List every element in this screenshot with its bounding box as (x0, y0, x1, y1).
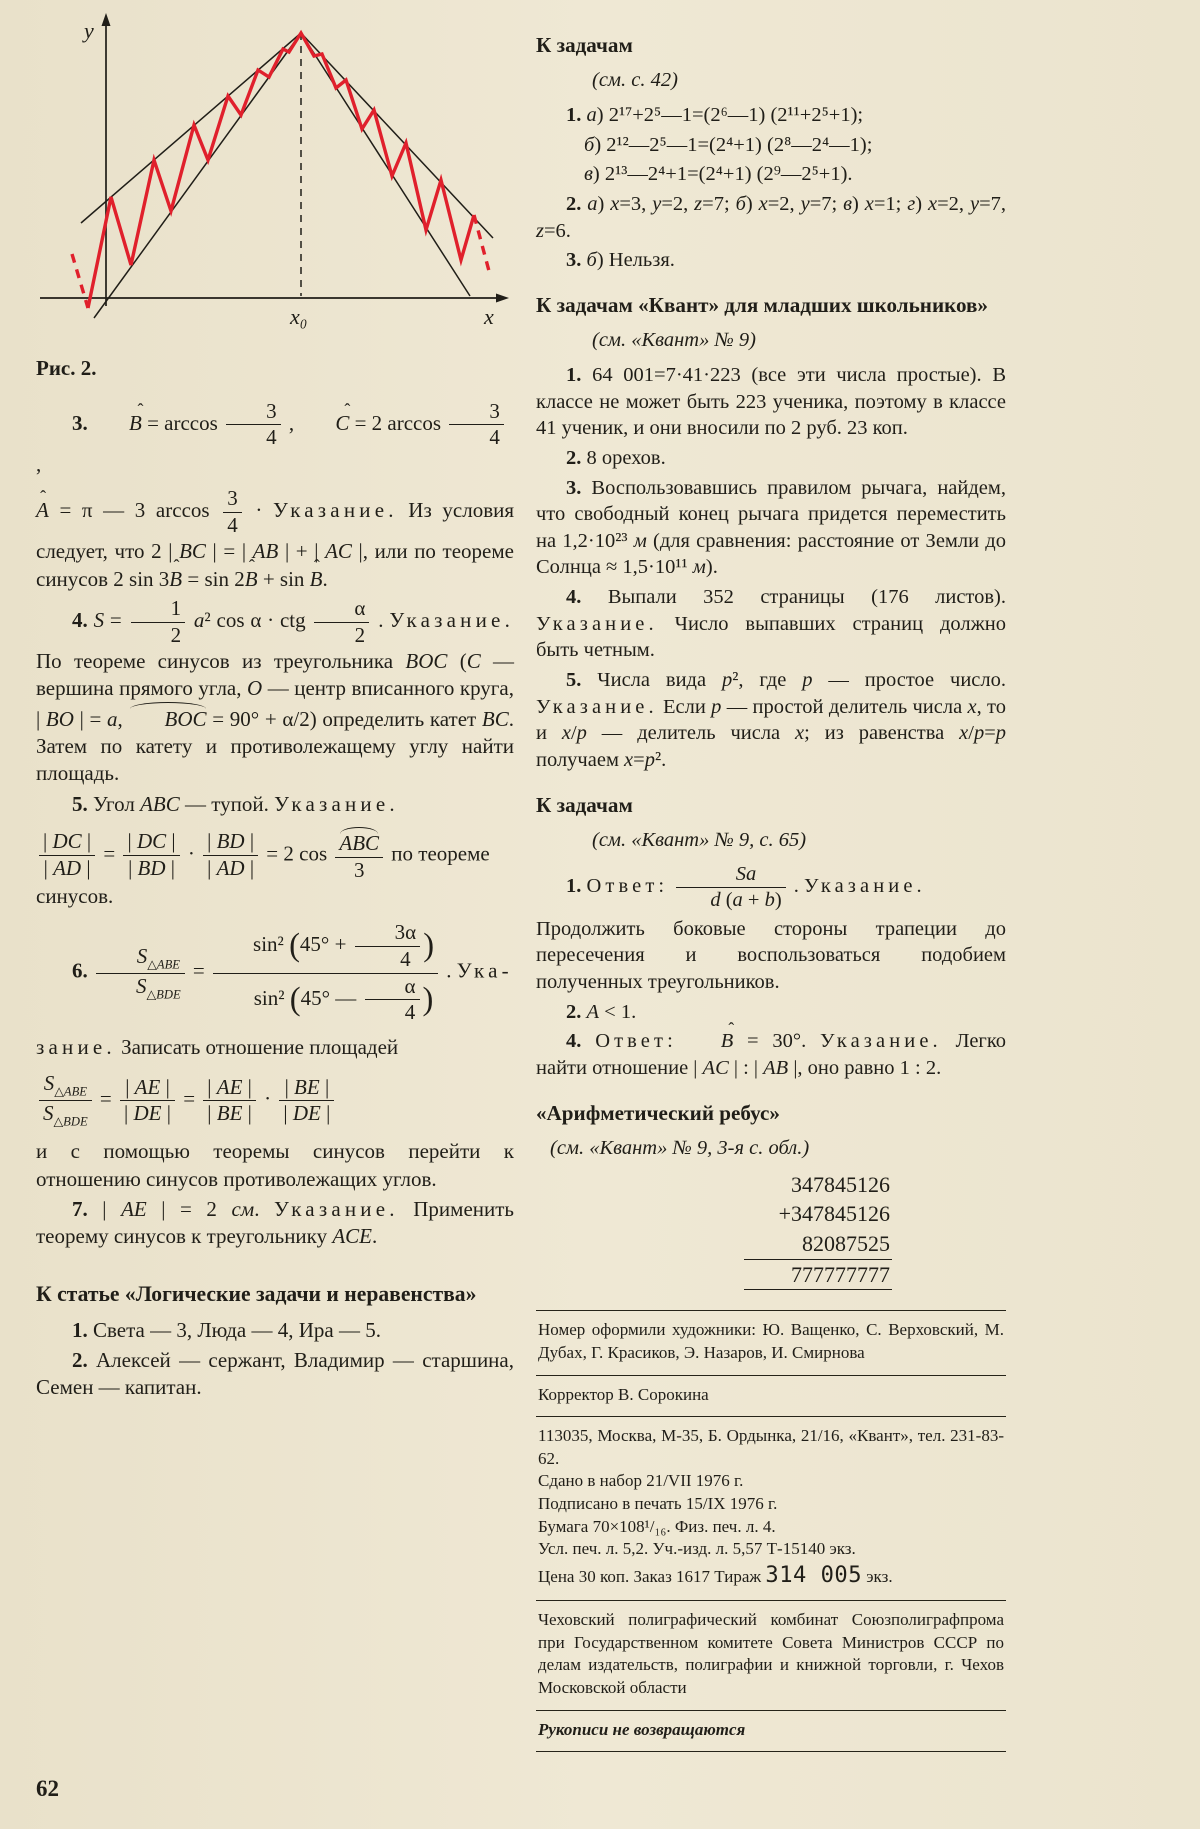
fraction-denominator (39, 1100, 92, 1130)
fraction-denominator: sin² (45° — $\frac{\alpha}{4}$ ) (213, 973, 438, 1026)
see-ref-4: (см. «Квант» № 9, 3-я с. обл.) (550, 1136, 810, 1159)
text-span: Рукописи не возвращаются (538, 1719, 746, 1739)
item-6-formula-2: $\frac{S_{\triangle ABE}}{S_{\triangle BDE}}$ = $\frac{| AE |}{| DE |}$ = $\frac{| AE |}{| BE |}$ · $\frac{| BE |}{| DE |}$ (36, 1071, 514, 1130)
text-span: DE (133, 1101, 162, 1126)
fraction (226, 399, 281, 451)
text-span: p (721, 669, 733, 692)
text-span: Указание. (274, 791, 399, 816)
text-span: d (710, 888, 721, 911)
text-span: Ука- (456, 958, 513, 983)
fraction-numerator: | BE | (284, 1074, 330, 1099)
colophon-line: Бумага 70×108¹/₁₆. Физ. печ. л. 4. (538, 1516, 776, 1536)
text-span: DC (136, 829, 167, 854)
text-span: BC (179, 539, 206, 564)
fraction (449, 399, 504, 451)
rebus-sum (744, 1170, 892, 1291)
fraction-numerator: | BD | (207, 829, 255, 854)
fraction (223, 486, 242, 538)
text-span: BOC (405, 649, 448, 674)
item-6-text-2: и с помощью теоремы синусов перейти к отношению синусов противолежащих углов. (36, 1139, 514, 1191)
text-span: p (576, 722, 587, 745)
heading-k-zadacham-1: К задачам (536, 33, 633, 57)
text-span: x (795, 722, 805, 745)
colophon-line (538, 1719, 1004, 1742)
fraction-denominator: 2 (131, 622, 186, 649)
red-curve-dashed-start (72, 254, 88, 308)
fraction-numerator (676, 862, 785, 887)
rebus-sum-line: 82087525 (744, 1229, 892, 1260)
item-number: 2. (566, 193, 582, 215)
text-span: C ˆ (299, 410, 349, 437)
text-span: AE (134, 1074, 161, 1099)
colophon-line: Корректор В. Сорокина (538, 1384, 709, 1404)
item-number: 1. (566, 364, 582, 386)
younger-5: 5. Числа вида p², где p — простое число. Указание. Если p — простой делитель числа x, то и x/p — делитель числа x; из равенства x/p=p получаем x=p². (536, 669, 1007, 771)
colophon-line: Номер оформили художники: Ю. Ващенко, С. Верховский, М. Дубах, Г. Красиков, Э. Назаров, И. Смирнова (538, 1320, 1004, 1362)
envelope-line-left-upper (81, 33, 301, 223)
colophon-section (536, 1375, 1006, 1417)
text-span: Указание. (536, 612, 658, 635)
left-column-content (36, 399, 514, 1402)
item-number: 1. (72, 1317, 88, 1342)
text-span: б (584, 133, 595, 156)
item-number: 2. (72, 1347, 88, 1372)
item-number: 3. (566, 476, 582, 499)
item-4: 4. S = $\frac{1}{2}$ a² cos α · ctg $\frac{\alpha}{2}$ . Указание. По теореме синусов из треугольника BOC (C — вершина прямого угла, O — центр вписанного круга, | BO | = a, BOC = 90° + α/2) определить катет BC. Затем по катету и противолежащему углу найти площадь. (36, 595, 515, 786)
text-span: ABC (140, 791, 180, 816)
text-span: ACE (332, 1224, 372, 1249)
text-span: y (652, 193, 662, 215)
fraction-denominator: d (a + b) (676, 887, 785, 913)
problems-1a: 1. а) 2¹⁷+2⁵—1=(2⁶—1) (2¹¹+2⁵+1); (566, 104, 864, 127)
text-span: AB (252, 539, 279, 564)
x-axis-label: x (484, 304, 494, 329)
text-span: x (959, 722, 969, 745)
text-span: p (711, 695, 722, 718)
text-span: S (43, 1071, 55, 1096)
item-3-formula: 3. B ˆ = arccos $\frac{3}{4}$ , C ˆ = 2 arccos $\frac{3}{4}$ , (36, 399, 514, 479)
text-span: b (764, 888, 775, 911)
problems-3: 3. б) Нельзя. (566, 249, 675, 272)
item-6-text: зание. Записать отношение площадей (36, 1034, 399, 1059)
text-span: △ABE (54, 1084, 87, 1099)
text-span: a (107, 706, 118, 731)
item-number: 1. (566, 104, 582, 127)
fraction-denominator: | AD | (203, 855, 258, 882)
fraction (96, 944, 185, 1003)
younger-3: 3. Воспользовавшись правилом рычага, найдем, что свободный конец рычага придется переместить на 1,2·10²³ м (для сравнения: расстояние от Земли до Солнца ≈ 1,5·10¹¹ м). (536, 476, 1006, 579)
fraction (279, 1075, 334, 1127)
logic-item-2: 2. Алексей — сержант, Владимир — старшина, Семен — капитан. (36, 1347, 514, 1400)
text-span: S (43, 1101, 54, 1126)
text-span: AC (325, 539, 352, 564)
fraction (335, 828, 383, 883)
text-span: AE (216, 1074, 243, 1099)
text-span: б (586, 249, 597, 272)
text-span: DC (52, 829, 82, 854)
fraction-denominator: 4 (223, 512, 242, 539)
fraction-numerator: 3α (394, 920, 417, 945)
text-span: A ˆ (36, 497, 49, 524)
heading-rebus: «Арифметический ребус» (536, 1100, 780, 1125)
rebus-sum-line: 347845126 (791, 1171, 890, 1197)
colophon-section (536, 1600, 1006, 1709)
fraction-denominator: | BE | (203, 1100, 256, 1127)
text-span: p (802, 669, 813, 692)
text-span: а (586, 104, 597, 127)
item-number: 2. (566, 1000, 582, 1023)
text-span: B ˆ (93, 410, 142, 437)
colophon-section (536, 1416, 1006, 1600)
figure-caption: Рис. 2. (36, 356, 97, 381)
text-span: y (969, 193, 980, 215)
fraction-denominator (96, 973, 185, 1003)
fraction-numerator: | DC | (127, 829, 176, 854)
fraction-numerator: | DC | (43, 829, 92, 854)
text-span: B ˆ (310, 566, 323, 593)
fraction-numerator: 3 (266, 398, 277, 423)
text-span: △BDE (146, 987, 181, 1002)
text-span: AD (53, 856, 82, 881)
text-span: x (624, 748, 634, 771)
fraction-numerator (96, 944, 185, 973)
red-curve-dashed-end (474, 215, 489, 271)
text-span: а (587, 193, 598, 215)
colophon-line: Цена 30 коп. Заказ 1617 Тираж 314 005 экз. (538, 1561, 893, 1588)
item-number: 4. (72, 607, 88, 632)
younger-1: 1. 64 001=7·41·223 (все эти числа простые). В классе не может быть 223 ученика, поэтому в классе 41 ученик, и они вносили по 2 руб. 23 коп. (536, 364, 1007, 440)
item-number: 3. (72, 410, 88, 435)
colophon-line: Усл. печ. л. 5,2. Уч.-изд. л. 5,57 Т-15140 экз. (538, 1539, 856, 1559)
answer-2: 2. A < 1. (566, 1000, 637, 1023)
colophon (536, 1310, 1006, 1752)
fraction-numerator (335, 828, 383, 857)
item-number: 3. (566, 249, 582, 272)
x0-label: x₀ (290, 304, 308, 329)
fraction-numerator: sin² (45° + $\frac{3\alpha}{4}$ ) (253, 920, 435, 972)
item-number: 1. (566, 874, 582, 897)
text-span: p (644, 748, 655, 771)
text-span: C (466, 649, 481, 674)
colophon-section (536, 1710, 1006, 1752)
x-axis-arrow (496, 294, 509, 303)
fraction-numerator (39, 1071, 92, 1100)
text-span: AC (702, 1056, 729, 1079)
text-span: Sa (735, 862, 757, 885)
text-span: AD (216, 856, 245, 881)
text-span: BO (45, 706, 74, 731)
younger-4: 4. Выпали 352 страницы (176 листов). Указание. Число выпавших страниц должно быть четным. (536, 586, 1006, 662)
text-span: ABC (339, 828, 379, 857)
figure (36, 8, 514, 383)
text-span: a (732, 888, 743, 911)
trapezoid-answer: 1. Ответ: $\frac{Sa}{d (a + b)}$ . Указание. (566, 862, 926, 911)
see-ref-1: (см. с. 42) (592, 69, 678, 92)
fraction-denominator: 4 (365, 999, 420, 1026)
y-axis-arrow (102, 13, 111, 26)
text-span: BD (216, 829, 245, 854)
text-span: BD (137, 856, 166, 881)
item-7: 7. | AE | = 2 см. Указание. Применить теорему синусов к треугольнику ACE. (36, 1196, 514, 1249)
fraction-numerator: 1 (170, 595, 182, 620)
page-number: 62 (36, 1776, 59, 1801)
colophon-line: Чеховский полиграфический комбинат Союзполиграфпрома при Государственном комитете Совета Министров СССР по делам издательств, полиграфии и книжной торговли, г. Чехов Московской области (538, 1610, 1004, 1698)
fraction-denominator: 4 (226, 424, 281, 451)
text-span: B ˆ (169, 566, 182, 593)
colophon-line: 113035, Москва, М-35, Б. Ордынка, 21/16, «Квант», тел. 231-83-62. (538, 1426, 1004, 1468)
item-number: 5. (566, 669, 582, 692)
younger-2: 2. 8 орехов. (566, 446, 666, 469)
colophon-section (536, 1310, 1006, 1374)
text-span: S (93, 607, 105, 632)
fraction-numerator: | AE | (125, 1074, 170, 1099)
text-span: BC (481, 706, 509, 731)
fraction-denominator: | DE | (120, 1100, 175, 1127)
text-span: A (586, 1000, 600, 1023)
colophon-line: Подписано в печать 15/IX 1976 г. (538, 1494, 778, 1514)
text-span: AB (763, 1056, 789, 1079)
text-span: AE (121, 1196, 147, 1221)
text-span: ) (422, 981, 434, 1017)
fraction (213, 920, 438, 1025)
text-span: Указание. (272, 498, 398, 523)
text-span: a (193, 607, 205, 632)
text-span: зание. (36, 1034, 116, 1059)
fraction-denominator: | AD | (39, 855, 95, 882)
text-span: S (136, 973, 147, 998)
fraction (676, 862, 785, 913)
text-span: Указание. (804, 874, 926, 897)
heading-kvant-younger: К задачам «Квант» для младших школьников» (536, 292, 988, 317)
text-span: Указание. (274, 1196, 399, 1221)
text-span: y (800, 193, 810, 215)
text-span: DE (292, 1101, 321, 1126)
fraction-denominator: 2 (314, 622, 369, 649)
fraction-denominator: 3 (335, 857, 383, 884)
fraction-denominator: | BD | (123, 855, 179, 882)
item-number: 4. (566, 1030, 582, 1053)
text-span: BOC (129, 703, 207, 733)
text-span: м (692, 556, 706, 579)
text-span: △ABE (147, 957, 180, 972)
text-span: в (584, 163, 593, 186)
trapezoid-hint: Продолжить боковые стороны трапеции до пересечения и воспользоваться подобием полученных треугольников. (536, 917, 1006, 993)
figure-graph-svg (36, 8, 514, 344)
fraction (123, 829, 179, 881)
text-span: BE (216, 1101, 243, 1126)
text-span: x (967, 695, 977, 718)
problems-1c: в) 2¹³—2⁴+1=(2⁴+1) (2⁹—2⁵+1). (584, 163, 853, 186)
fraction-numerator: α (354, 595, 366, 620)
see-ref-2: (см. «Квант» № 9) (592, 329, 757, 352)
item-number: 4. (566, 586, 582, 609)
y-axis-label: y (84, 18, 94, 43)
text-span: x (928, 193, 938, 215)
see-ref-3: (см. «Квант» № 9, с. 65) (592, 829, 807, 852)
colophon-line: Сдано в набор 21/VII 1976 г. (538, 1471, 744, 1491)
text-span: BE (294, 1074, 320, 1099)
right-column (536, 14, 1006, 1752)
item-5: 5. Угол ABC — тупой. Указание. (72, 791, 399, 816)
text-span: ) (423, 927, 435, 964)
problems-2: 2. а) x=3, y=2, z=7; б) x=2, y=7; в) x=1; г) x=2, y=7, z=6. (536, 193, 1007, 242)
envelope-line-right-lower (301, 33, 470, 296)
fraction (365, 974, 420, 1026)
item-5-formula: $\frac{| DC |}{| AD |}$ = $\frac{| DC |}{| BD |}$ · $\frac{| BD |}{| AD |}$ = 2 cos $\frac{\text{ABC}}{3}$ по теореме синусов. (36, 829, 490, 909)
text-span: Ответ: (586, 874, 669, 897)
text-span: z (536, 219, 544, 242)
text-span: B ˆ (691, 1028, 734, 1055)
item-number: 2. (566, 446, 582, 469)
text-span: м (633, 529, 647, 552)
text-span: б (735, 193, 746, 215)
right-column-content (536, 32, 1006, 1290)
envelope-line-right-upper (301, 33, 493, 238)
fraction (120, 1075, 175, 1127)
fraction (39, 1071, 92, 1130)
fraction-numerator: 3 (489, 398, 500, 423)
text-span: p (973, 722, 985, 745)
text-span: Указание. (536, 695, 658, 718)
text-span: в (843, 193, 853, 215)
left-column (36, 8, 514, 1404)
text-span: △BDE (53, 1114, 88, 1129)
text-span: z (694, 193, 703, 215)
text-span: x (561, 722, 571, 745)
fraction (355, 920, 421, 972)
item-number: 5. (72, 791, 88, 816)
item-6-formula: 6. $\frac{S_{\triangle ABE}}{S_{\triangle BDE}}$ = sin² (45° + $\frac{3\alpha}{4}$ ) sin² (45° — $\frac{\alpha}{4}$ ) . Ука- (72, 920, 513, 1025)
text-span: p (995, 722, 1006, 745)
text-span: x (758, 193, 768, 215)
text-span: Указание. (820, 1030, 942, 1053)
text-span: Ответ: (595, 1030, 677, 1053)
item-3-text: A ˆ = π — 3 arccos $\frac{3}{4}$ · Указание. Из условия следует, что 2 | BC | = | AB | + | AC |, или по теореме синусов 2 sin 3B ˆ = sin 2B ˆ + sin B ˆ. (36, 486, 514, 593)
item-number: 6. (72, 958, 88, 983)
fraction-denominator: 4 (449, 424, 504, 451)
fraction-numerator: α (404, 973, 416, 998)
fraction (131, 596, 186, 648)
fraction (314, 596, 369, 648)
text-span: ( (289, 927, 300, 964)
red-zigzag-curve (88, 33, 474, 308)
fraction-numerator: | AE | (207, 1074, 252, 1099)
heading-k-zadacham-2: К задачам (536, 792, 633, 817)
item-number: 7. (72, 1196, 88, 1221)
text-span: S (136, 943, 148, 968)
text-span: см (231, 1196, 255, 1221)
text-span: x (864, 193, 874, 215)
fraction-numerator: 3 (227, 486, 238, 511)
text-span: ( (289, 981, 301, 1017)
fraction-denominator: | DE | (279, 1100, 334, 1127)
text-span: x (610, 193, 620, 215)
fraction-denominator: 4 (355, 946, 421, 973)
logic-item-1: 1. Света — 3, Люда — 4, Ира — 5. (72, 1317, 381, 1342)
section-heading-logic: К статье «Логические задачи и неравенства» (36, 1282, 477, 1307)
rebus-sum-line: +347845126 (778, 1201, 890, 1227)
text-span: Указание. (389, 607, 515, 632)
text-span: O (247, 676, 263, 701)
fraction (203, 1075, 256, 1127)
answer-4: 4. Ответ: B ˆ = 30°. Указание. Легко найти отношение | AC | : | AB |, оно равно 1 : 2. (536, 1028, 1006, 1081)
problems-1b: б) 2¹²—2⁵—1=(2⁴+1) (2⁸—2⁴—1); (584, 133, 873, 156)
text-span: г (907, 193, 916, 215)
text-span: 314 005 (765, 1561, 863, 1588)
text-span: B ˆ (245, 566, 258, 593)
rebus-sum-line: 777777777 (744, 1260, 892, 1291)
fraction (39, 829, 95, 881)
fraction (203, 829, 258, 881)
